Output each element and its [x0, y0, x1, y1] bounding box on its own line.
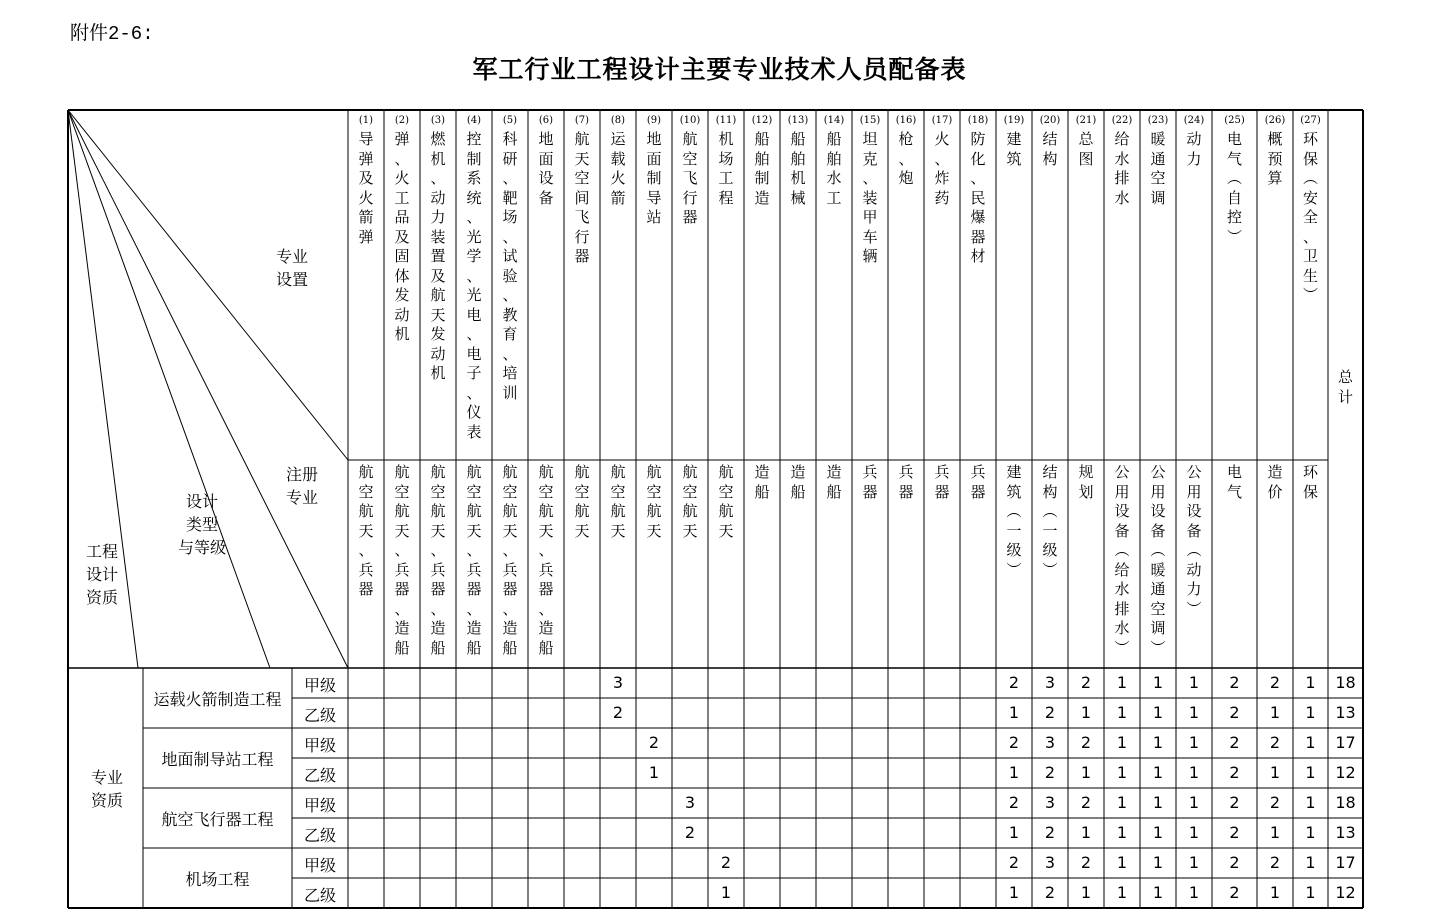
total-cell: 17 — [1335, 853, 1356, 872]
table-cell: 2 — [684, 823, 696, 842]
column-number: (11) — [715, 115, 737, 126]
table-cell: 1 — [1152, 793, 1164, 812]
column-number: (2) — [394, 115, 410, 126]
column-specialty: 动 力 — [1186, 130, 1202, 168]
column-specialty: 弹 、 火 工 品 及 固 体 发 动 机 — [394, 130, 410, 343]
table-cell: 2 — [1008, 793, 1020, 812]
total-cell: 13 — [1335, 703, 1356, 722]
table-cell: 3 — [684, 793, 696, 812]
table-cell: 1 — [1305, 673, 1316, 692]
table-cell: 2 — [1080, 673, 1092, 692]
table-cell: 1 — [1305, 703, 1316, 722]
column-specialty: 总 图 — [1078, 130, 1094, 168]
column-number: (24) — [1183, 115, 1205, 126]
column-number: (22) — [1111, 115, 1133, 126]
grade-label: 乙级 — [303, 706, 336, 725]
column-specialty: 地 面 设 备 — [538, 130, 554, 207]
table-cell: 1 — [1152, 883, 1164, 902]
grade-label: 乙级 — [303, 766, 336, 785]
column-specialty: 机 场 工 程 — [718, 130, 734, 207]
table-cell: 1 — [1269, 823, 1281, 842]
total-cell: 12 — [1335, 763, 1356, 782]
table-cell: 1 — [1305, 823, 1316, 842]
column-specialty: 火 、 炸 药 — [934, 130, 950, 207]
table-cell: 2 — [1044, 823, 1056, 842]
column-specialty: 船 舶 水 工 — [826, 130, 842, 207]
column-number: (7) — [574, 115, 590, 126]
table-cell: 1 — [1116, 823, 1128, 842]
column-registered: 规 划 — [1078, 463, 1094, 501]
column-registered: 造 价 — [1267, 463, 1283, 501]
table-cell: 2 — [1229, 763, 1240, 782]
table-cell: 3 — [1044, 853, 1056, 872]
table-cell: 1 — [1188, 853, 1200, 872]
corner-label-qualification: 工程 设计 资质 — [85, 542, 118, 607]
column-number: (8) — [610, 115, 626, 126]
column-registered: 结 构 ︵ 一 级 ︶ — [1042, 463, 1058, 579]
table-cell: 2 — [1008, 853, 1020, 872]
table-cell: 1 — [1152, 733, 1164, 752]
table-cell: 2 — [1080, 733, 1092, 752]
table-cell: 2 — [720, 853, 732, 872]
table-cell: 2 — [1044, 883, 1056, 902]
column-registered: 航 空 航 天 、 兵 器 、 造 船 — [466, 463, 482, 657]
grade-label: 甲级 — [303, 736, 336, 755]
column-specialty: 地 面 制 导 站 — [646, 130, 662, 226]
column-registered: 公 用 设 备 ︵ 暖 通 空 调 ︶ — [1150, 463, 1166, 657]
table-cell: 1 — [1080, 703, 1092, 722]
table-cell: 1 — [1269, 703, 1281, 722]
column-registered: 电 气 — [1226, 463, 1242, 501]
table-cell: 1 — [1188, 793, 1200, 812]
column-number: (14) — [823, 115, 845, 126]
table-cell: 2 — [1269, 853, 1281, 872]
column-specialty: 燃 机 、 动 力 装 置 及 航 天 发 动 机 — [430, 130, 446, 382]
column-specialty: 航 天 空 间 飞 行 器 — [574, 130, 590, 265]
table-cell: 1 — [1152, 823, 1164, 842]
column-specialty: 枪 、 炮 — [898, 130, 914, 187]
table-cell: 1 — [1188, 703, 1200, 722]
table-cell: 1 — [1116, 703, 1128, 722]
group-name: 航空飞行器工程 — [161, 810, 274, 829]
table-cell: 2 — [1269, 673, 1281, 692]
table-cell: 2 — [648, 733, 660, 752]
column-number: (9) — [646, 115, 662, 126]
column-specialty: 建 筑 — [1006, 130, 1022, 168]
table-cell: 1 — [1188, 763, 1200, 782]
table-cell: 2 — [1229, 883, 1240, 902]
table-cell: 1 — [1116, 733, 1128, 752]
column-number: (1) — [358, 115, 374, 126]
column-number: (16) — [895, 115, 917, 126]
total-label: 总 计 — [1337, 368, 1353, 406]
table-cell: 1 — [1305, 853, 1316, 872]
table-cell: 1 — [1152, 703, 1164, 722]
column-number: (6) — [538, 115, 554, 126]
table-cell: 1 — [1080, 763, 1092, 782]
grade-label: 乙级 — [303, 886, 336, 905]
table-cell: 2 — [1269, 793, 1281, 812]
column-number: (19) — [1003, 115, 1025, 126]
table-cell: 1 — [1305, 733, 1316, 752]
table-cell: 2 — [1080, 853, 1092, 872]
table-cell: 1 — [1116, 673, 1128, 692]
group-name: 运载火箭制造工程 — [153, 690, 282, 709]
column-specialty: 电 气 ︵ 自 控 ︶ — [1226, 130, 1242, 246]
column-registered: 航 空 航 天 、 兵 器 — [358, 463, 374, 598]
column-number: (27) — [1300, 115, 1321, 126]
column-registered: 航 空 航 天 — [574, 463, 590, 540]
column-number: (10) — [679, 115, 701, 126]
column-registered: 航 空 航 天 、 兵 器 、 造 船 — [502, 463, 518, 657]
grade-label: 乙级 — [303, 826, 336, 845]
grade-label: 甲级 — [303, 676, 336, 695]
column-number: (13) — [787, 115, 809, 126]
column-registered: 兵 器 — [898, 463, 914, 501]
column-specialty: 坦 克 、 装 甲 车 辆 — [862, 130, 878, 265]
table-cell: 1 — [1116, 853, 1128, 872]
table-cell: 1 — [1188, 673, 1200, 692]
table-cell: 2 — [1229, 793, 1240, 812]
column-specialty: 船 舶 机 械 — [790, 130, 806, 207]
column-number: (17) — [931, 115, 953, 126]
table-cell: 2 — [1080, 793, 1092, 812]
column-number: (26) — [1264, 115, 1286, 126]
corner-label-registered: 注册 专业 — [285, 465, 318, 507]
table-cell: 2 — [1044, 763, 1056, 782]
column-registered: 造 船 — [790, 463, 806, 501]
table-cell: 2 — [1229, 823, 1240, 842]
table-cell: 2 — [1229, 673, 1240, 692]
column-specialty: 给 水 排 水 — [1114, 130, 1130, 207]
column-registered: 兵 器 — [934, 463, 950, 501]
column-specialty: 航 空 飞 行 器 — [682, 130, 698, 226]
total-cell: 12 — [1335, 883, 1356, 902]
total-cell: 13 — [1335, 823, 1356, 842]
column-registered: 公 用 设 备 ︵ 给 水 排 水 ︶ — [1114, 463, 1130, 657]
category-label: 专业 资质 — [90, 768, 123, 810]
table-cell: 2 — [1044, 703, 1056, 722]
table-cell: 1 — [648, 763, 660, 782]
column-registered: 公 用 设 备 ︵ 动 力 ︶ — [1186, 463, 1202, 618]
table-cell: 3 — [1044, 673, 1056, 692]
column-specialty: 暖 通 空 调 — [1150, 130, 1166, 207]
table-cell: 1 — [1080, 883, 1092, 902]
column-registered: 航 空 航 天 — [682, 463, 698, 540]
table-cell: 1 — [1008, 703, 1020, 722]
column-specialty: 运 载 火 箭 — [610, 130, 626, 207]
table-cell: 1 — [720, 883, 732, 902]
column-number: (4) — [466, 115, 482, 126]
table-cell: 1 — [1188, 823, 1200, 842]
column-number: (18) — [967, 115, 989, 126]
table-cell: 2 — [1269, 733, 1281, 752]
column-specialty: 结 构 — [1042, 130, 1058, 168]
column-number: (15) — [859, 115, 881, 126]
table-cell: 1 — [1080, 823, 1092, 842]
column-registered: 航 空 航 天 — [610, 463, 626, 540]
total-cell: 18 — [1335, 673, 1356, 692]
table-cell: 3 — [1044, 793, 1056, 812]
table-cell: 1 — [1008, 883, 1020, 902]
corner-label-design-type: 设计 类型 与等级 — [177, 492, 226, 557]
column-number: (12) — [751, 115, 773, 126]
column-registered: 航 空 航 天 — [718, 463, 734, 540]
column-registered: 环 保 — [1302, 463, 1318, 501]
table-cell: 1 — [1152, 763, 1164, 782]
table-cell: 1 — [1305, 763, 1316, 782]
grade-label: 甲级 — [303, 856, 336, 875]
attachment-label: 附件2-6: — [70, 23, 154, 45]
column-registered: 航 空 航 天 、 兵 器 、 造 船 — [538, 463, 554, 657]
column-number: (20) — [1039, 115, 1061, 126]
column-specialty: 概 预 算 — [1267, 130, 1283, 187]
group-name: 地面制导站工程 — [161, 750, 274, 769]
table-cell: 1 — [1269, 763, 1281, 782]
table-cell: 1 — [1008, 763, 1020, 782]
table-cell: 2 — [1008, 673, 1020, 692]
column-number: (23) — [1147, 115, 1169, 126]
group-name: 机场工程 — [185, 870, 250, 889]
table-cell: 1 — [1116, 793, 1128, 812]
column-registered: 航 空 航 天 、 兵 器 、 造 船 — [430, 463, 446, 657]
column-number: (25) — [1224, 115, 1245, 126]
column-registered: 航 空 航 天 — [646, 463, 662, 540]
column-registered: 兵 器 — [862, 463, 878, 501]
column-registered: 建 筑 ︵ 一 级 ︶ — [1006, 463, 1022, 579]
table-cell: 1 — [1152, 853, 1164, 872]
table-cell: 2 — [1008, 733, 1020, 752]
column-registered: 兵 器 — [970, 463, 986, 501]
column-specialty: 科 研 、 靶 场 、 试 验 、 教 育 、 培 训 — [502, 130, 518, 402]
table-cell: 1 — [1008, 823, 1020, 842]
table-cell: 1 — [1152, 673, 1164, 692]
column-number: (21) — [1075, 115, 1097, 126]
page-title: 军工行业工程设计主要专业技术人员配备表 — [472, 55, 967, 84]
table-cell: 1 — [1116, 763, 1128, 782]
column-specialty: 防 化 、 民 爆 器 材 — [970, 130, 986, 265]
table-cell: 1 — [1305, 883, 1316, 902]
corner-label-specialty: 专业 设置 — [275, 247, 308, 289]
column-registered: 造 船 — [826, 463, 842, 501]
table-cell: 3 — [612, 673, 624, 692]
column-registered: 造 船 — [754, 463, 770, 501]
table-cell: 2 — [612, 703, 624, 722]
grade-label: 甲级 — [303, 796, 336, 815]
column-specialty: 导 弹 及 火 箭 弹 — [358, 130, 374, 246]
table-cell: 1 — [1116, 883, 1128, 902]
table-cell: 1 — [1188, 733, 1200, 752]
total-cell: 18 — [1335, 793, 1356, 812]
total-cell: 17 — [1335, 733, 1356, 752]
column-registered: 航 空 航 天 、 兵 器 、 造 船 — [394, 463, 410, 657]
table-cell: 2 — [1229, 703, 1240, 722]
table-cell: 3 — [1044, 733, 1056, 752]
table-cell: 1 — [1188, 883, 1200, 902]
table-cell: 1 — [1305, 793, 1316, 812]
column-number: (3) — [430, 115, 446, 126]
table-cell: 1 — [1269, 883, 1281, 902]
column-specialty: 环 保 ︵ 安 全 、 卫 生 ︶ — [1302, 130, 1318, 304]
column-specialty: 船 舶 制 造 — [754, 130, 770, 207]
table-cell: 2 — [1229, 733, 1240, 752]
table-cell: 2 — [1229, 853, 1240, 872]
column-number: (5) — [502, 115, 518, 126]
column-specialty: 控 制 系 统 、 光 学 、 光 电 、 电 子 、 仪 表 — [466, 130, 482, 441]
